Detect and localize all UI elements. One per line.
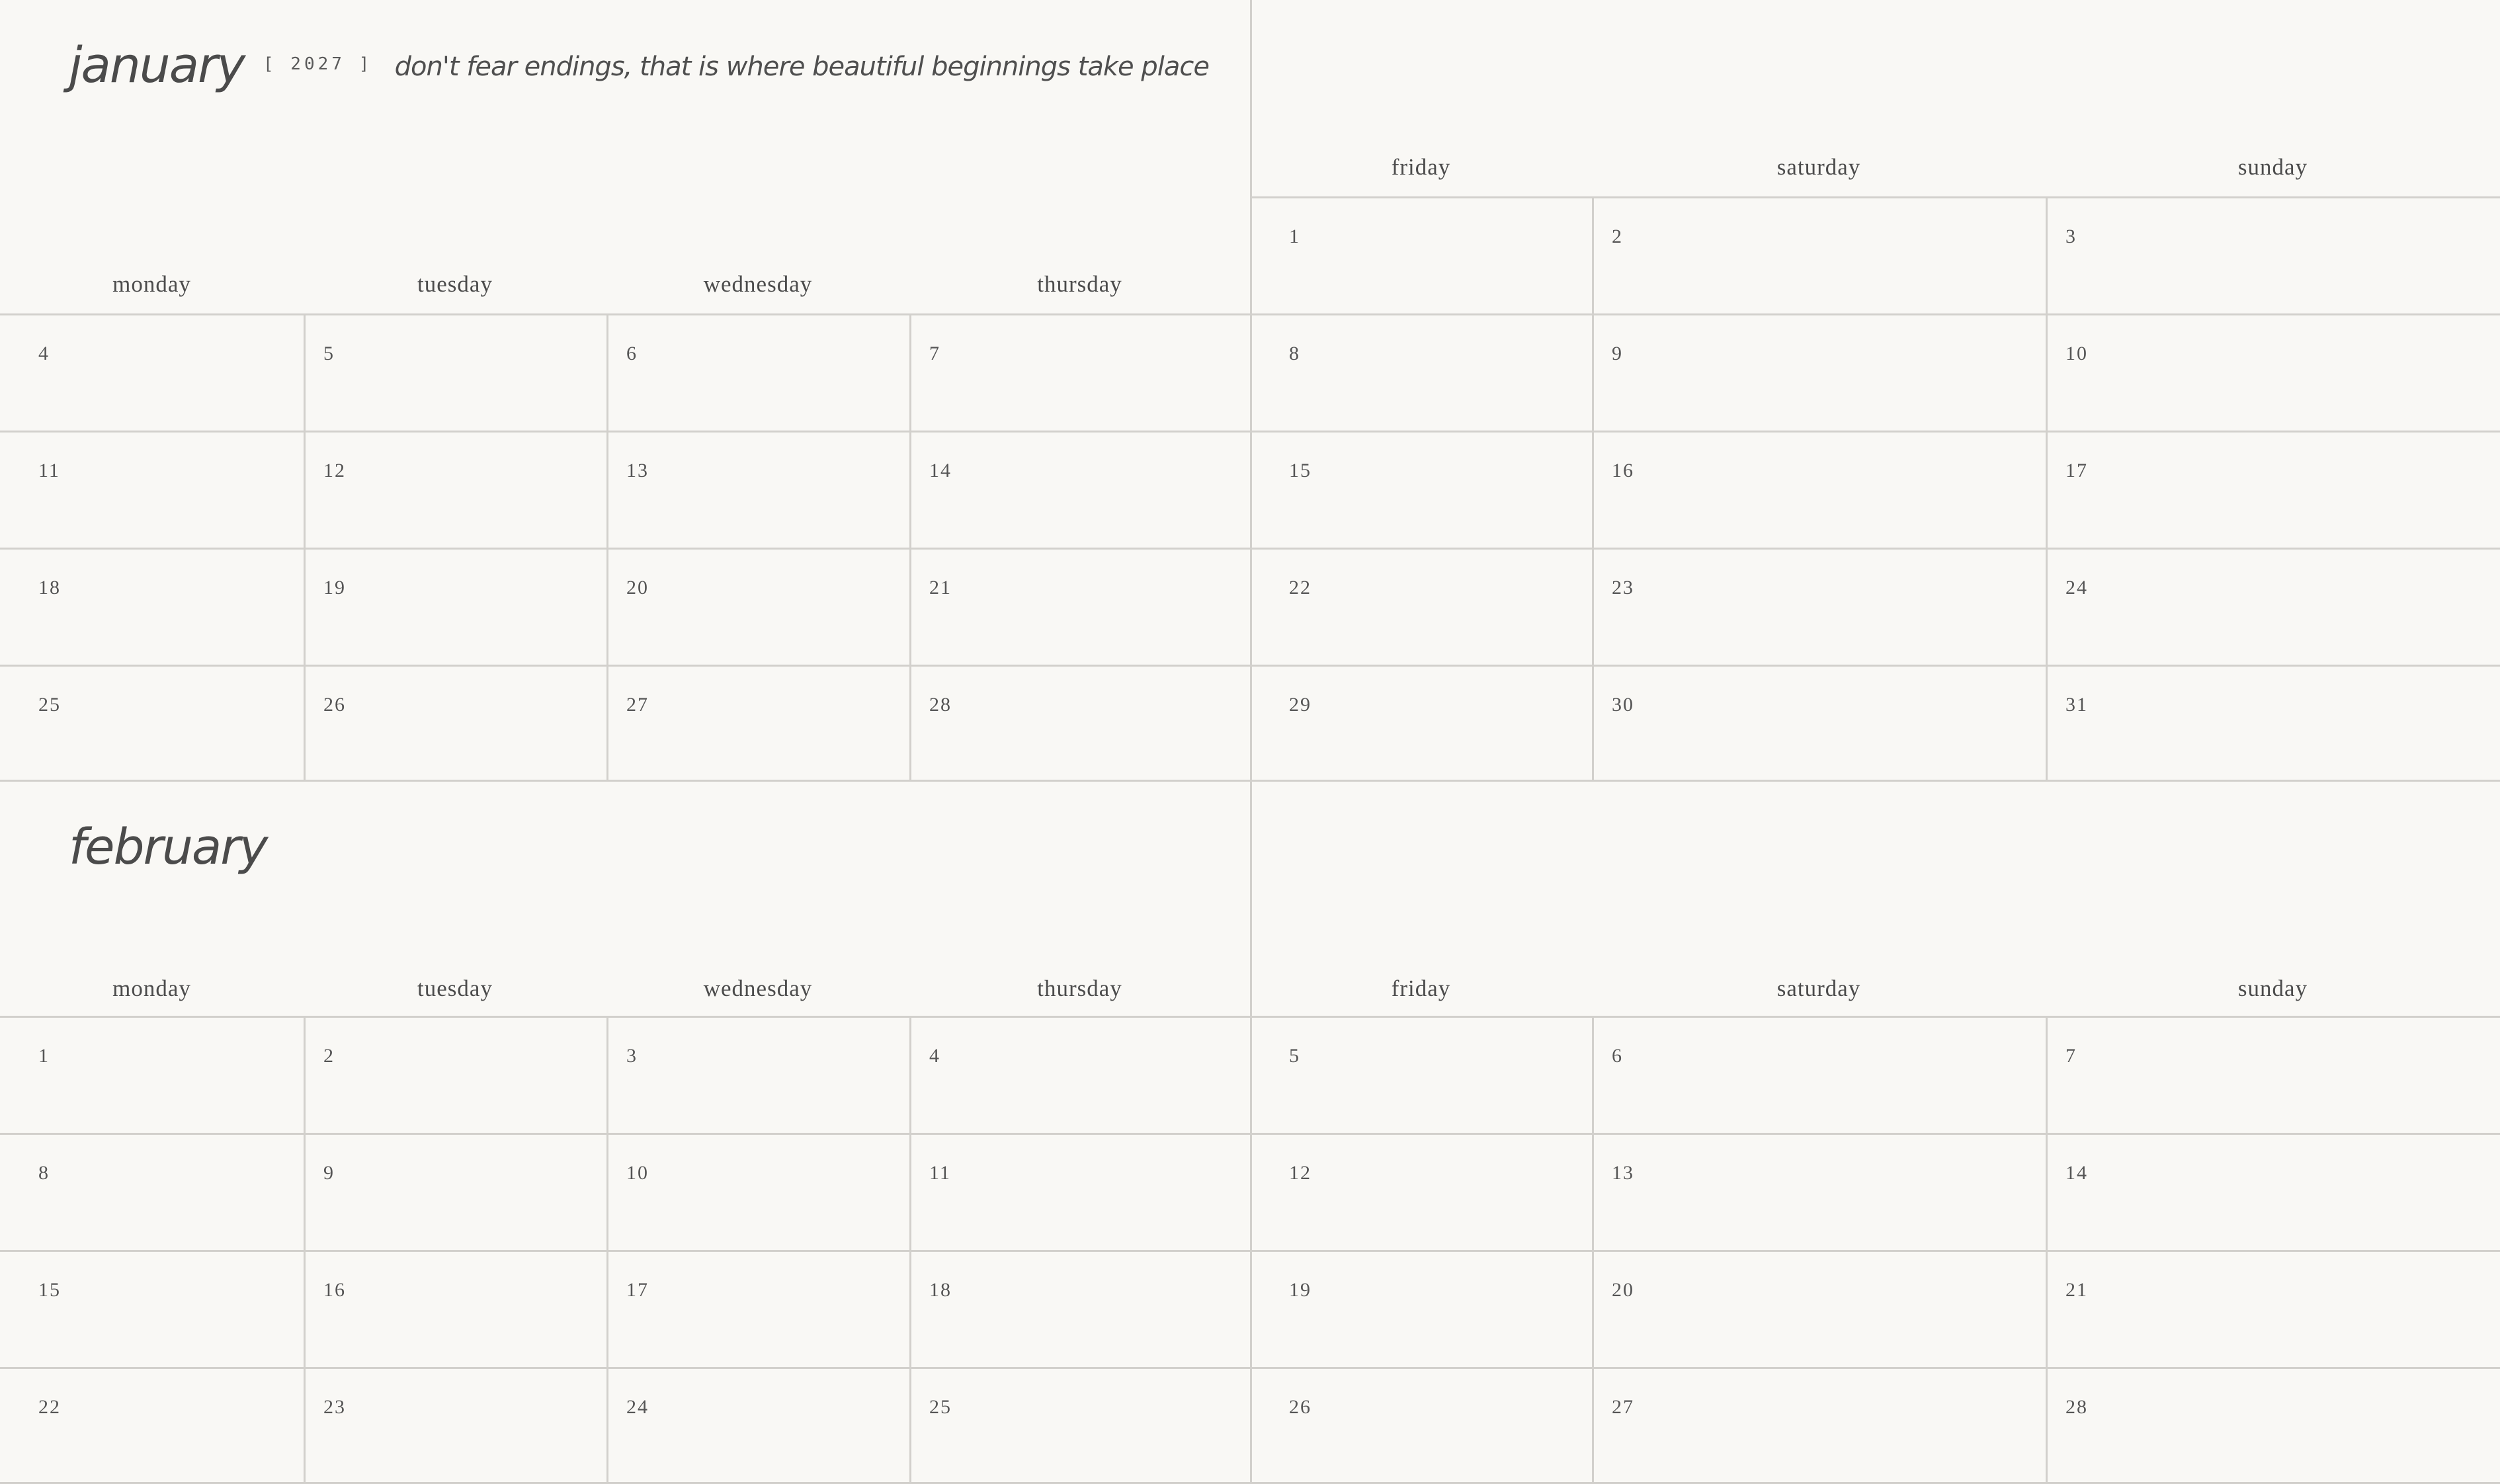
day-number: 15 (38, 1279, 61, 1301)
day-number: 6 (1612, 1045, 1623, 1067)
day-number: 17 (626, 1279, 649, 1301)
day-number: 27 (1612, 1396, 1634, 1418)
day-number: 19 (1289, 1279, 1312, 1301)
weekday-header: wednesday (703, 271, 813, 297)
day-cell (2046, 1250, 2500, 1367)
day-cell (2046, 665, 2500, 782)
day-cell (1250, 196, 1592, 313)
day-number: 6 (626, 343, 638, 364)
month-title: february (69, 819, 267, 876)
day-number: 7 (2065, 1045, 2077, 1067)
year-label: [ 2027 ] (263, 54, 373, 74)
day-number: 26 (323, 694, 346, 716)
month-title: january (69, 37, 245, 94)
day-number: 19 (323, 577, 346, 598)
weekday-header: friday (1391, 154, 1451, 180)
day-cell (304, 548, 606, 665)
day-number: 20 (626, 577, 649, 598)
day-number: 13 (1612, 1162, 1634, 1184)
day-number: 3 (2065, 226, 2077, 247)
day-number: 22 (38, 1396, 61, 1418)
day-cell (304, 1133, 606, 1250)
day-number: 18 (38, 577, 61, 598)
day-number: 3 (626, 1045, 638, 1067)
day-number: 1 (38, 1045, 50, 1067)
day-number: 9 (1612, 343, 1623, 364)
day-cell (1592, 1133, 2046, 1250)
day-cell (304, 1016, 606, 1133)
day-number: 5 (1289, 1045, 1300, 1067)
day-number: 4 (929, 1045, 940, 1067)
day-cell (0, 1250, 304, 1367)
day-number: 25 (929, 1396, 952, 1418)
day-number: 13 (626, 460, 649, 481)
day-cell (1592, 548, 2046, 665)
day-cell (1592, 1367, 2046, 1484)
day-cell (606, 548, 909, 665)
day-number: 10 (626, 1162, 649, 1184)
weekday-header: monday (112, 271, 191, 297)
day-number: 2 (1612, 226, 1623, 247)
day-number: 2 (323, 1045, 335, 1067)
day-cell (1592, 196, 2046, 313)
day-cell (0, 431, 304, 548)
day-number: 12 (1289, 1162, 1312, 1184)
day-number: 28 (929, 694, 952, 716)
day-number: 27 (626, 694, 649, 716)
day-cell (1592, 313, 2046, 431)
day-cell (304, 1250, 606, 1367)
month-february (0, 782, 2500, 1484)
day-cell (0, 548, 304, 665)
day-cell (1592, 1016, 2046, 1133)
day-number: 23 (323, 1396, 346, 1418)
day-cell (0, 1367, 304, 1484)
day-number: 24 (2065, 577, 2088, 598)
day-cell (2046, 1016, 2500, 1133)
day-number: 10 (2065, 343, 2088, 364)
day-cell (304, 313, 606, 431)
day-cell (1250, 665, 1592, 782)
day-cell (2046, 548, 2500, 665)
day-number: 30 (1612, 694, 1634, 716)
day-cell (1592, 1250, 2046, 1367)
day-number: 1 (1289, 226, 1300, 247)
day-cell (1250, 1016, 1592, 1133)
day-cell (909, 1367, 1250, 1484)
day-number: 17 (2065, 460, 2088, 481)
day-cell (909, 431, 1250, 548)
day-cell (1250, 1367, 1592, 1484)
day-number: 12 (323, 460, 346, 481)
weekday-header: thursday (1037, 271, 1122, 297)
day-cell (2046, 431, 2500, 548)
day-cell (2046, 196, 2500, 313)
weekday-header: thursday (1037, 975, 1122, 1001)
day-cell (2046, 1367, 2500, 1484)
day-number: 8 (1289, 343, 1300, 364)
day-cell (1250, 1133, 1592, 1250)
day-number: 16 (1612, 460, 1634, 481)
day-cell (0, 1133, 304, 1250)
day-number: 14 (929, 460, 952, 481)
weekday-header: monday (112, 975, 191, 1001)
weekday-header: sunday (2237, 975, 2308, 1001)
day-number: 20 (1612, 1279, 1634, 1301)
day-number: 11 (929, 1162, 951, 1184)
weekday-header: saturday (1776, 154, 1861, 180)
day-number: 28 (2065, 1396, 2088, 1418)
day-number: 24 (626, 1396, 649, 1418)
weekday-header: wednesday (703, 975, 813, 1001)
day-cell (1250, 313, 1592, 431)
quote-text: don't fear endings, that is where beautiful beginnings take place (394, 52, 1209, 82)
day-number: 18 (929, 1279, 952, 1301)
day-cell (606, 665, 909, 782)
day-number: 26 (1289, 1396, 1312, 1418)
weekday-header: friday (1391, 975, 1451, 1001)
day-cell (2046, 1133, 2500, 1250)
day-cell (304, 1367, 606, 1484)
day-cell (909, 1250, 1250, 1367)
day-cell (606, 1367, 909, 1484)
day-cell (1250, 1250, 1592, 1367)
day-cell (909, 313, 1250, 431)
day-number: 25 (38, 694, 61, 716)
day-cell (606, 1250, 909, 1367)
weekday-header: sunday (2237, 154, 2308, 180)
day-cell (606, 1133, 909, 1250)
day-cell (0, 1016, 304, 1133)
day-number: 11 (38, 460, 60, 481)
weekday-header: saturday (1776, 975, 1861, 1001)
day-cell (0, 665, 304, 782)
day-number: 9 (323, 1162, 335, 1184)
day-cell (909, 665, 1250, 782)
day-cell (1250, 548, 1592, 665)
day-cell (606, 1016, 909, 1133)
day-cell (1592, 665, 2046, 782)
day-number: 8 (38, 1162, 50, 1184)
day-number: 15 (1289, 460, 1312, 481)
day-cell (304, 431, 606, 548)
day-cell (1250, 431, 1592, 548)
day-cell (909, 548, 1250, 665)
day-cell (909, 1016, 1250, 1133)
weekday-header: tuesday (417, 271, 493, 297)
day-number: 14 (2065, 1162, 2088, 1184)
day-number: 16 (323, 1279, 346, 1301)
day-number: 4 (38, 343, 50, 364)
day-cell (0, 313, 304, 431)
day-number: 21 (2065, 1279, 2088, 1301)
day-number: 23 (1612, 577, 1634, 598)
day-number: 5 (323, 343, 335, 364)
day-cell (1592, 431, 2046, 548)
day-cell (606, 431, 909, 548)
day-number: 29 (1289, 694, 1312, 716)
day-number: 22 (1289, 577, 1312, 598)
day-number: 31 (2065, 694, 2088, 716)
weekday-header: tuesday (417, 975, 493, 1001)
day-number: 7 (929, 343, 940, 364)
day-cell (2046, 313, 2500, 431)
day-number: 21 (929, 577, 952, 598)
day-cell (606, 313, 909, 431)
day-cell (909, 1133, 1250, 1250)
day-cell (304, 665, 606, 782)
